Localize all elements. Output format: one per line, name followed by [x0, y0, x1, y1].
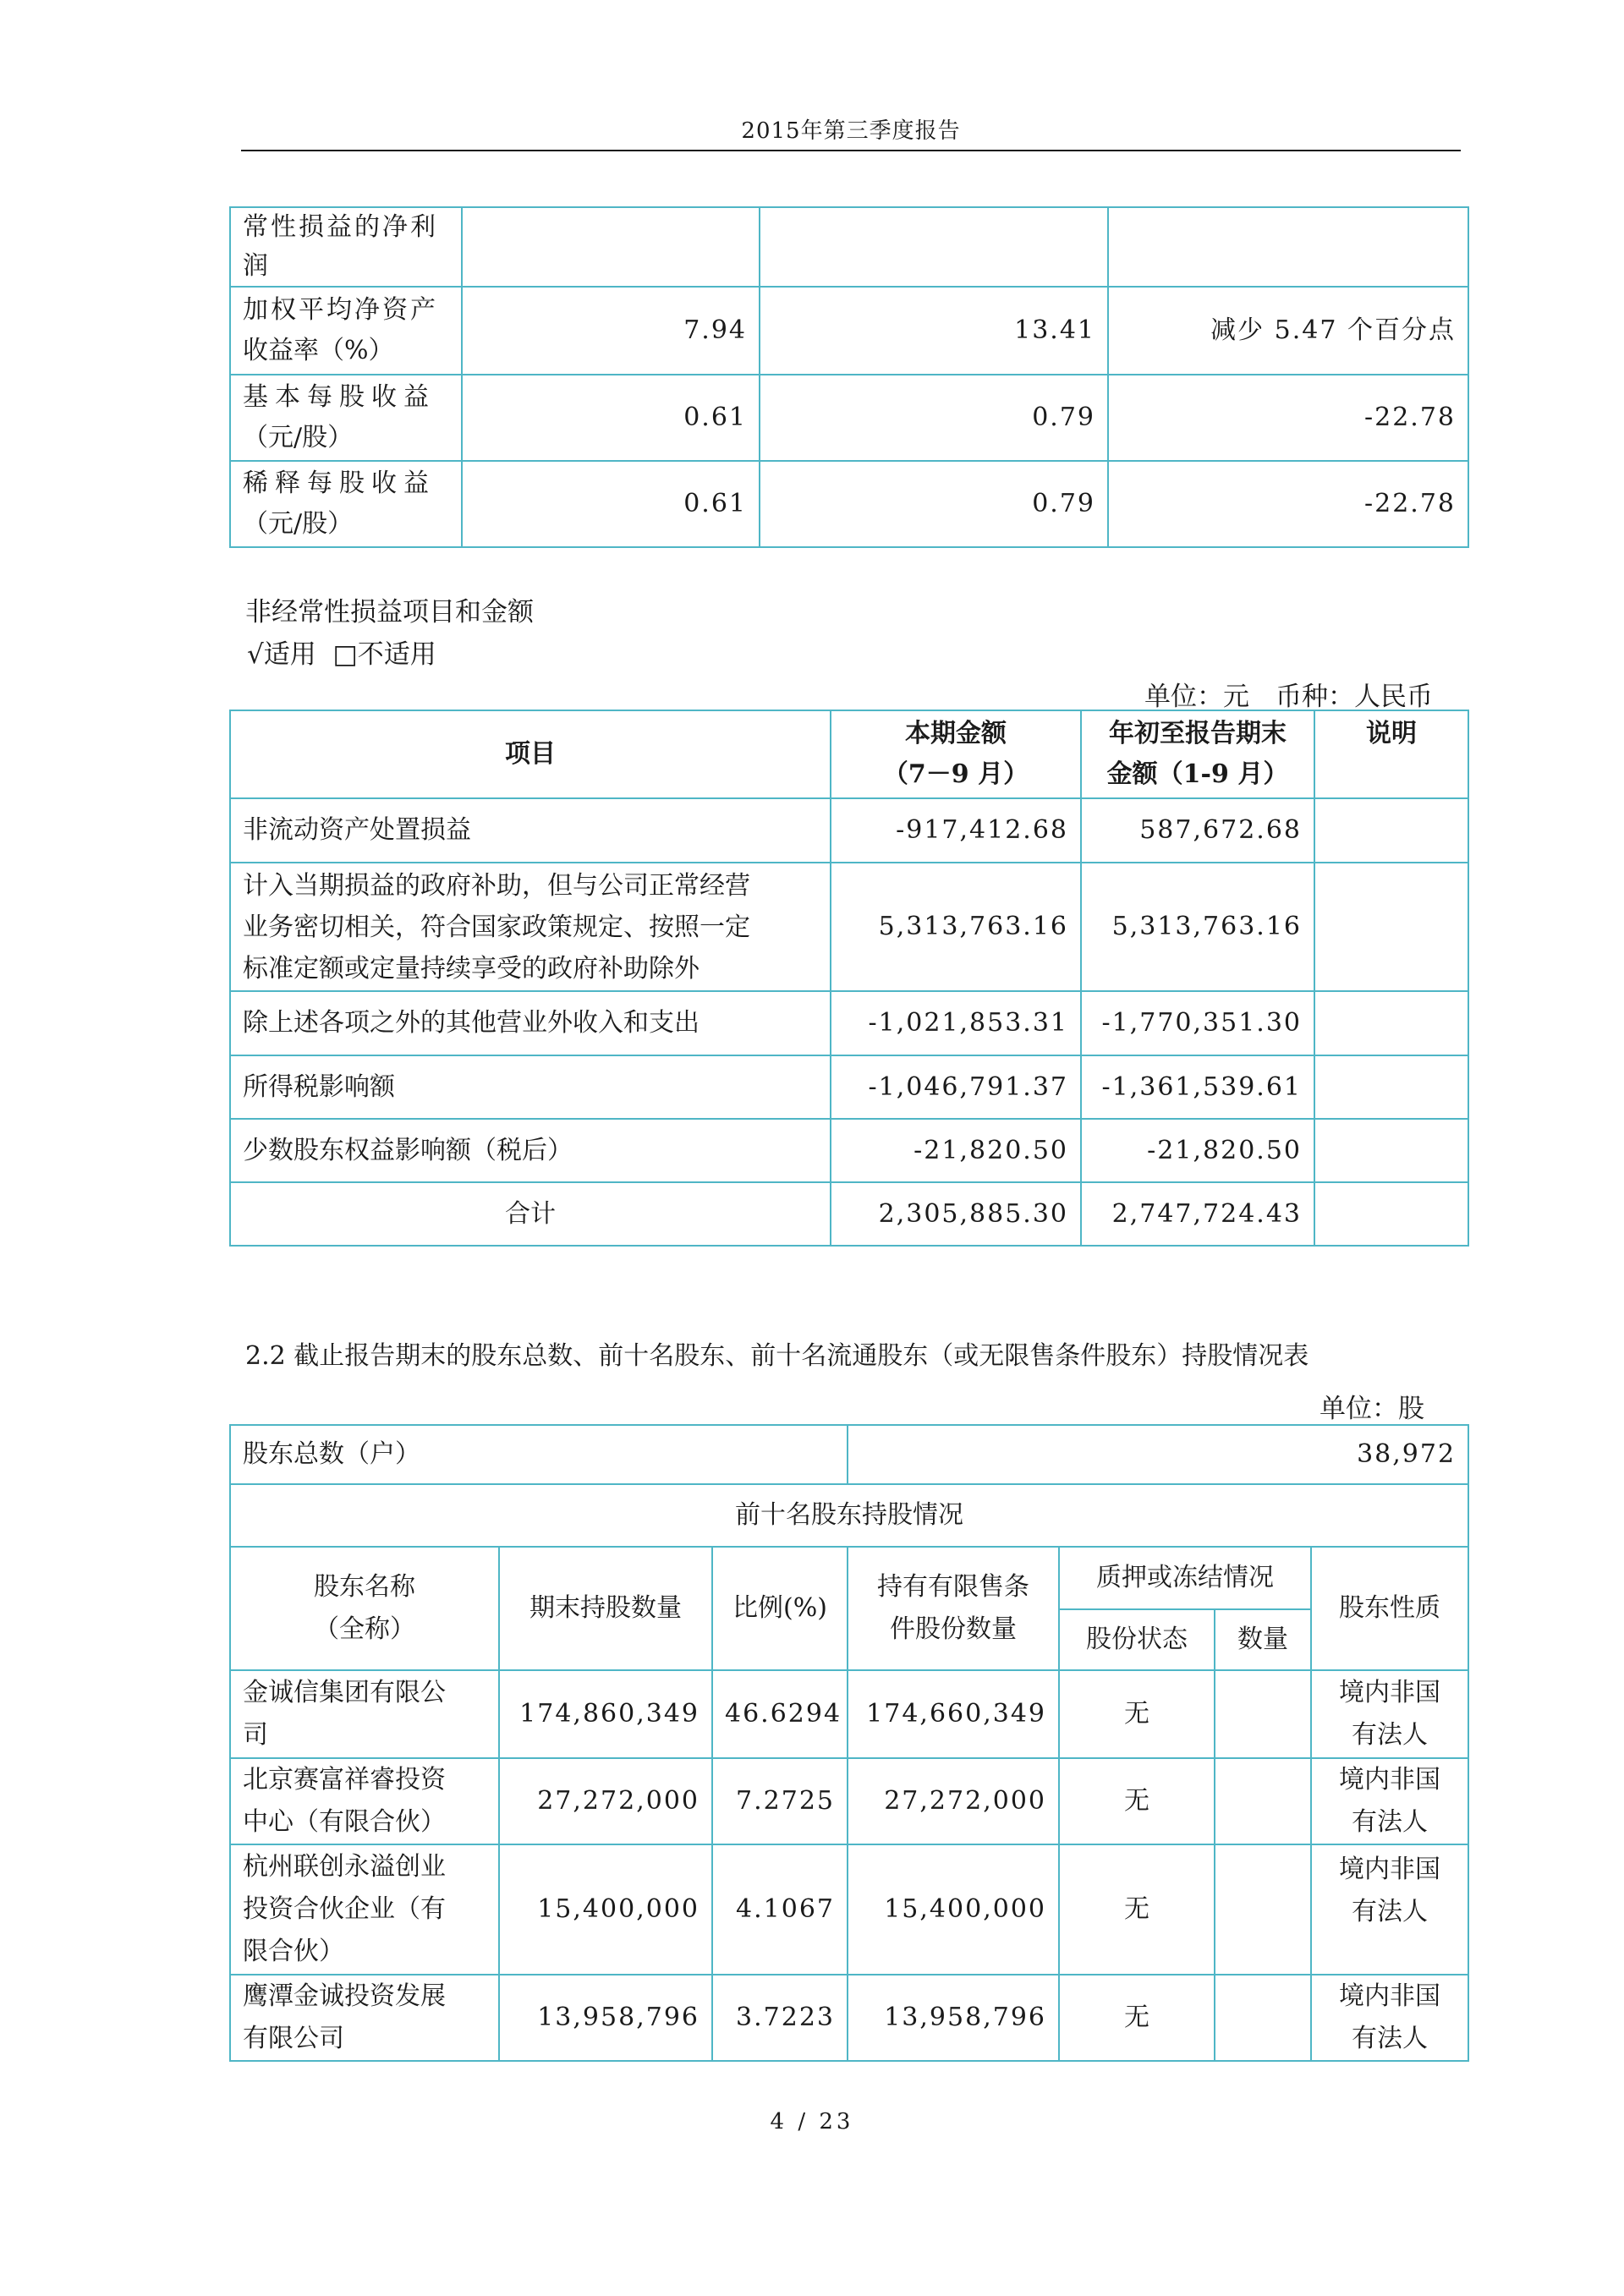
shareholder-name-line: 限合伙） — [243, 1937, 344, 1966]
holding-ratio: 4.1067 — [712, 1844, 848, 1975]
cell-value — [462, 207, 760, 287]
pledge-status: 无 — [1059, 1844, 1215, 1975]
table-row — [230, 1119, 1468, 1182]
item-note — [1314, 798, 1468, 863]
header-name-full: （全称） — [314, 1614, 415, 1644]
cell-value: 13.41 — [760, 287, 1108, 375]
item-note — [1314, 991, 1468, 1055]
table-row — [230, 1758, 1468, 1844]
current-amount: -1,021,853.31 — [831, 991, 1081, 1055]
total-ytd-amount: 2,747,724.43 — [1081, 1182, 1314, 1246]
shareholder-name-line: 有限公司 — [243, 2024, 344, 2053]
header-pledge-status: 股份状态 — [1059, 1609, 1215, 1670]
restricted-shares: 13,958,796 — [848, 1975, 1059, 2061]
ytd-amount: -1,361,539.61 — [1081, 1055, 1314, 1119]
header-restricted: 件股份数量 — [890, 1614, 1017, 1644]
item-label-line: 计入当期损益的政府补助，但与公司正常经营 — [243, 870, 750, 901]
shareholder-name-line: 投资合伙企业（有 — [243, 1894, 446, 1924]
top-ten-subtitle: 前十名股东持股情况 — [230, 1484, 1468, 1547]
row-label-line: 收益率（%） — [243, 336, 394, 365]
current-amount: -917,412.68 — [831, 798, 1081, 863]
pledge-status: 无 — [1059, 1670, 1215, 1758]
row-label-line: 润 — [243, 251, 268, 281]
pledge-status: 无 — [1059, 1975, 1215, 2061]
header-pledge: 质押或冻结情况 — [1059, 1547, 1311, 1609]
unit-currency-line: 单位：元 币种：人民币 — [1144, 682, 1433, 712]
table-row — [230, 1055, 1468, 1119]
cell-value — [1108, 207, 1468, 287]
shares-held: 15,400,000 — [499, 1844, 712, 1975]
page-header-title: 2015年第三季度报告 — [741, 118, 961, 144]
header-current-period-range: （7－9 月） — [882, 759, 1029, 789]
header-ratio: 比例(%) — [712, 1547, 848, 1670]
current-amount: 5,313,763.16 — [831, 863, 1081, 991]
header-shares: 期末持股数量 — [499, 1547, 712, 1670]
ytd-amount: 5,313,763.16 — [1081, 863, 1314, 991]
header-item: 项目 — [230, 710, 831, 798]
total-shareholders-label: 股东总数（户） — [230, 1425, 848, 1484]
ytd-amount: -1,770,351.30 — [1081, 991, 1314, 1055]
table-row — [230, 1425, 1468, 1484]
pledge-qty — [1215, 1975, 1311, 2061]
item-note — [1314, 863, 1468, 991]
financial-indicators-table — [229, 206, 1469, 548]
shareholder-nature-line: 境内非国 — [1339, 1765, 1441, 1795]
header-rule — [241, 150, 1461, 151]
item-label-line: 业务密切相关，符合国家政策规定、按照一定 — [243, 912, 750, 942]
restricted-shares: 27,272,000 — [848, 1758, 1059, 1844]
header-ytd: 年初至报告期末 — [1109, 719, 1287, 748]
shareholder-name-line: 北京赛富祥睿投资 — [243, 1765, 446, 1795]
table-row — [230, 798, 1468, 863]
item-label: 除上述各项之外的其他营业外收入和支出 — [230, 991, 831, 1055]
shareholder-name-line: 金诚信集团有限公 — [243, 1678, 446, 1707]
shares-held: 174,860,349 — [499, 1670, 712, 1758]
cell-value — [760, 207, 1108, 287]
shareholder-nature-line: 有法人 — [1352, 1720, 1429, 1750]
item-label: 少数股东权益影响额（税后） — [230, 1119, 831, 1182]
table-row — [230, 207, 1468, 287]
item-label-line: 标准定额或定量持续享受的政府补助除外 — [243, 953, 700, 984]
header-note: 说明 — [1314, 710, 1468, 798]
nonrecurring-items-table — [229, 710, 1469, 1247]
cell-value: -22.78 — [1108, 375, 1468, 461]
pledge-qty — [1215, 1670, 1311, 1758]
cell-value: 0.61 — [462, 375, 760, 461]
shareholder-name-line: 司 — [243, 1720, 268, 1750]
pledge-status: 无 — [1059, 1758, 1215, 1844]
total-note — [1314, 1182, 1468, 1246]
current-amount: -1,046,791.37 — [831, 1055, 1081, 1119]
table-row — [230, 1975, 1468, 2061]
restricted-shares: 174,660,349 — [848, 1670, 1059, 1758]
row-label-line: 常性损益的净利 — [243, 212, 438, 242]
ytd-amount: 587,672.68 — [1081, 798, 1314, 863]
pledge-qty — [1215, 1844, 1311, 1975]
item-note — [1314, 1055, 1468, 1119]
row-label-line: 稀释每股收益 — [243, 469, 436, 498]
table-row — [230, 1670, 1468, 1758]
table-header-row — [230, 1547, 1468, 1609]
not-applicable-option: □不适用 — [332, 639, 436, 670]
row-label-line: 基本每股收益 — [243, 382, 436, 412]
holding-ratio: 7.2725 — [712, 1758, 848, 1844]
cell-value: 0.61 — [462, 461, 760, 547]
table-row — [230, 1484, 1468, 1547]
pledge-qty — [1215, 1758, 1311, 1844]
table-row — [230, 375, 1468, 461]
table-row — [230, 461, 1468, 547]
total-label: 合计 — [230, 1182, 831, 1246]
cell-value: 减少 5.47 个百分点 — [1108, 287, 1468, 375]
cell-value: 0.79 — [760, 375, 1108, 461]
shares-held: 27,272,000 — [499, 1758, 712, 1844]
header-restricted: 持有有限售条 — [877, 1572, 1029, 1602]
shareholder-name-line: 鹰潭金诚投资发展 — [243, 1981, 446, 2011]
restricted-shares: 15,400,000 — [848, 1844, 1059, 1975]
header-pledge-qty: 数量 — [1215, 1609, 1311, 1670]
table-row — [230, 287, 1468, 375]
total-current-amount: 2,305,885.30 — [831, 1182, 1081, 1246]
table-row — [230, 863, 1468, 991]
row-label-line: 加权平均净资产 — [243, 295, 438, 325]
shareholder-nature-line: 有法人 — [1352, 1897, 1429, 1926]
shares-held: 13,958,796 — [499, 1975, 712, 2061]
page-number: 4 / 23 — [770, 2109, 854, 2134]
row-label-line: （元/股） — [243, 509, 354, 539]
item-label: 所得税影响额 — [230, 1055, 831, 1119]
section-title: 非经常性损益项目和金额 — [245, 597, 534, 627]
table-header-row — [230, 710, 1468, 798]
applicable-option: √适用 — [247, 639, 316, 670]
shareholder-name-line: 杭州联创永溢创业 — [243, 1852, 446, 1882]
row-label-line: （元/股） — [243, 423, 354, 452]
unit-line: 单位：股 — [1320, 1394, 1424, 1424]
header-ytd-range: 金额（1-9 月） — [1106, 759, 1289, 789]
header-name: 股东名称 — [314, 1572, 415, 1602]
table-row — [230, 1844, 1468, 1975]
shareholder-nature-line: 境内非国 — [1339, 1855, 1441, 1884]
applicability-line — [247, 633, 436, 671]
shareholder-nature-line: 有法人 — [1352, 1807, 1429, 1837]
ytd-amount: -21,820.50 — [1081, 1119, 1314, 1182]
table-row — [230, 991, 1468, 1055]
holding-ratio: 46.6294 — [712, 1670, 848, 1758]
shareholders-table — [229, 1424, 1469, 2062]
current-amount: -21,820.50 — [831, 1119, 1081, 1182]
cell-value: 0.79 — [760, 461, 1108, 547]
shareholder-nature-line: 有法人 — [1352, 2024, 1429, 2053]
header-nature: 股东性质 — [1311, 1547, 1468, 1670]
shareholder-nature-line: 境内非国 — [1339, 1981, 1441, 2011]
shareholder-name-line: 中心（有限合伙） — [243, 1807, 446, 1837]
shareholder-nature-line: 境内非国 — [1339, 1678, 1441, 1707]
item-label: 非流动资产处置损益 — [230, 798, 831, 863]
item-note — [1314, 1119, 1468, 1182]
holding-ratio: 3.7223 — [712, 1975, 848, 2061]
header-current-period: 本期金额 — [905, 719, 1007, 748]
section-title: 2.2 截止报告期末的股东总数、前十名股东、前十名流通股东（或无限售条件股东）持股情况表 — [245, 1341, 1309, 1371]
table-total-row — [230, 1182, 1468, 1246]
total-shareholders-value: 38,972 — [848, 1425, 1468, 1484]
cell-value: 7.94 — [462, 287, 760, 375]
cell-value: -22.78 — [1108, 461, 1468, 547]
